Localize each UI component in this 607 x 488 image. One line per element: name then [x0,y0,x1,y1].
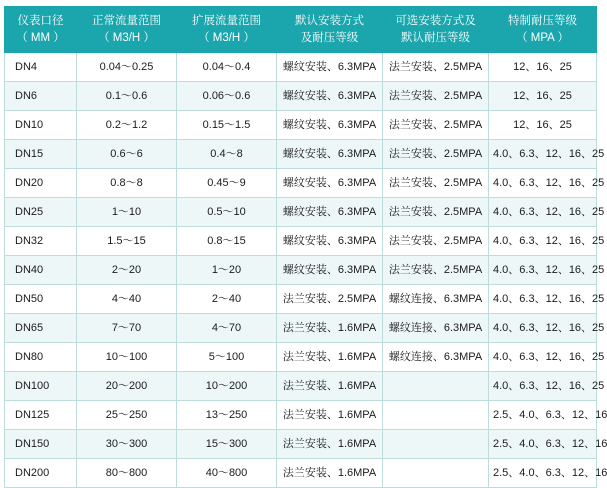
cell-special-pressure: 4.0、6.3、12、16、25 [489,343,597,372]
column-header-optional-install-line2: 默认耐压等级 [401,31,470,44]
cell-diameter: DN20 [5,169,77,198]
cell-diameter: DN32 [5,227,77,256]
cell-extended-flow: 10～200 [177,372,277,401]
column-header-special-pressure-line1: 特制耐压等级 [508,15,577,27]
table-row [5,285,597,314]
cell-extended-flow: 0.15～1.5 [177,111,277,140]
column-header-extended-flow-line2: （ M3/H ） [198,31,255,44]
cell-normal-flow: 0.6～6 [77,140,177,169]
table-row [5,227,597,256]
cell-normal-flow: 20～200 [77,372,177,401]
column-header-normal-flow-line2: （ M3/H ） [98,31,155,44]
cell-default-install: 法兰安装、1.6MPA [277,430,383,459]
cell-extended-flow: 0.45～9 [177,169,277,198]
table-row [5,256,597,285]
cell-normal-flow: 10～100 [77,343,177,372]
cell-extended-flow: 4～70 [177,314,277,343]
column-header-optional-install [383,7,489,53]
cell-normal-flow: 0.2～1.2 [77,111,177,140]
table-row [5,459,597,488]
cell-diameter: DN6 [5,82,77,111]
cell-extended-flow: 0.04～0.4 [177,53,277,82]
cell-special-pressure: 4.0、6.3、12、16、25 [489,372,597,401]
cell-normal-flow: 7～70 [77,314,177,343]
cell-diameter: DN10 [5,111,77,140]
table-row [5,169,597,198]
cell-optional-install [383,430,489,459]
cell-default-install: 法兰安装、1.6MPA [277,372,383,401]
table-row [5,314,597,343]
table-row [5,53,597,82]
cell-extended-flow: 0.06～0.6 [177,82,277,111]
cell-normal-flow: 2～20 [77,256,177,285]
table-row [5,430,597,459]
cell-extended-flow: 40～800 [177,459,277,488]
column-header-extended-flow-line1: 扩展流量范围 [192,15,261,27]
cell-special-pressure: 4.0、6.3、12、16、25 [489,198,597,227]
cell-default-install: 法兰安装、2.5MPA [277,285,383,314]
cell-normal-flow: 0.04～0.25 [77,53,177,82]
cell-extended-flow: 5～100 [177,343,277,372]
cell-special-pressure: 4.0、6.3、12、16、25 [489,285,597,314]
cell-default-install: 螺纹安装、6.3MPA [277,198,383,227]
cell-default-install: 法兰安装、1.6MPA [277,314,383,343]
cell-optional-install: 法兰安装、2.5MPA [383,111,489,140]
table-row [5,372,597,401]
column-header-extended-flow [177,7,277,53]
cell-default-install: 螺纹安装、6.3MPA [277,53,383,82]
flow-meter-specification-table [4,6,607,488]
cell-diameter: DN150 [5,430,77,459]
cell-extended-flow: 13～250 [177,401,277,430]
cell-extended-flow: 0.8～15 [177,227,277,256]
cell-default-install: 螺纹安装、6.3MPA [277,111,383,140]
table-row [5,401,597,430]
cell-normal-flow: 25～250 [77,401,177,430]
cell-normal-flow: 0.8～8 [77,169,177,198]
column-header-optional-install-line1: 可选安装方式及 [395,15,476,27]
cell-optional-install: 螺纹连接、6.3MPA [383,343,489,372]
cell-special-pressure: 12、16、25 [489,82,597,111]
cell-special-pressure: 4.0、6.3、12、16、25 [489,140,597,169]
cell-optional-install: 法兰安装、2.5MPA [383,82,489,111]
cell-diameter: DN80 [5,343,77,372]
cell-optional-install: 法兰安装、2.5MPA [383,140,489,169]
cell-diameter: DN65 [5,314,77,343]
cell-default-install: 法兰安装、1.6MPA [277,401,383,430]
cell-normal-flow: 30～300 [77,430,177,459]
column-header-special-pressure-line2: （ MPA ） [516,31,569,44]
cell-normal-flow: 0.1～0.6 [77,82,177,111]
column-header-default-install-line1: 默认安装方式 [295,15,364,27]
table-row [5,343,597,372]
cell-extended-flow: 0.5～10 [177,198,277,227]
column-header-default-install [277,7,383,53]
column-header-special-pressure [489,7,597,53]
cell-special-pressure: 12、16、25 [489,53,597,82]
cell-default-install: 螺纹安装、6.3MPA [277,82,383,111]
cell-extended-flow: 1～20 [177,256,277,285]
column-header-diameter-line2: （ MM ） [16,31,65,44]
table-header-row [5,7,597,53]
column-header-diameter [5,7,77,53]
cell-optional-install [383,459,489,488]
cell-special-pressure: 2.5、4.0、6.3、12、16 [489,430,597,459]
cell-diameter: DN15 [5,140,77,169]
cell-default-install: 法兰安装、1.6MPA [277,343,383,372]
cell-normal-flow: 1.5～15 [77,227,177,256]
cell-default-install: 螺纹安装、6.3MPA [277,256,383,285]
cell-normal-flow: 80～800 [77,459,177,488]
cell-optional-install: 法兰安装、2.5MPA [383,53,489,82]
table-body [5,53,607,488]
cell-normal-flow: 4～40 [77,285,177,314]
cell-optional-install: 法兰安装、2.5MPA [383,227,489,256]
cell-diameter: DN4 [5,53,77,82]
cell-default-install: 法兰安装、1.6MPA [277,459,383,488]
cell-special-pressure: 4.0、6.3、12、16、25 [489,256,597,285]
column-header-normal-flow-line1: 正常流量范围 [92,15,161,27]
cell-optional-install: 法兰安装、2.5MPA [383,169,489,198]
cell-optional-install: 法兰安装、2.5MPA [383,198,489,227]
cell-extended-flow: 15～300 [177,430,277,459]
cell-extended-flow: 0.4～8 [177,140,277,169]
cell-diameter: DN25 [5,198,77,227]
cell-default-install: 螺纹安装、6.3MPA [277,140,383,169]
cell-default-install: 螺纹安装、6.3MPA [277,227,383,256]
cell-optional-install: 螺纹连接、6.3MPA [383,285,489,314]
cell-extended-flow: 2～40 [177,285,277,314]
cell-diameter: DN40 [5,256,77,285]
table-header [5,7,597,53]
cell-special-pressure: 12、16、25 [489,111,597,140]
cell-optional-install: 法兰安装、2.5MPA [383,256,489,285]
cell-special-pressure: 4.0、6.3、12、16、25 [489,314,597,343]
cell-normal-flow: 1～10 [77,198,177,227]
table-row [5,198,597,227]
table-row [5,140,597,169]
cell-special-pressure: 2.5、4.0、6.3、12、16 [489,459,597,488]
cell-diameter: DN50 [5,285,77,314]
cell-default-install: 螺纹安装、6.3MPA [277,169,383,198]
table-row [5,111,597,140]
column-header-default-install-line2: 及耐压等级 [300,31,359,44]
cell-optional-install [383,401,489,430]
cell-diameter: DN125 [5,401,77,430]
cell-special-pressure: 2.5、4.0、6.3、12、16 [489,401,597,430]
cell-optional-install: 螺纹连接、6.3MPA [383,314,489,343]
cell-optional-install [383,372,489,401]
cell-special-pressure: 4.0、6.3、12、16、25 [489,169,597,198]
column-header-diameter-line1: 仪表口径 [17,15,64,27]
column-header-normal-flow [77,7,177,53]
cell-diameter: DN200 [5,459,77,488]
cell-special-pressure: 4.0、6.3、12、16、25 [489,227,597,256]
cell-diameter: DN100 [5,372,77,401]
table-row [5,82,597,111]
